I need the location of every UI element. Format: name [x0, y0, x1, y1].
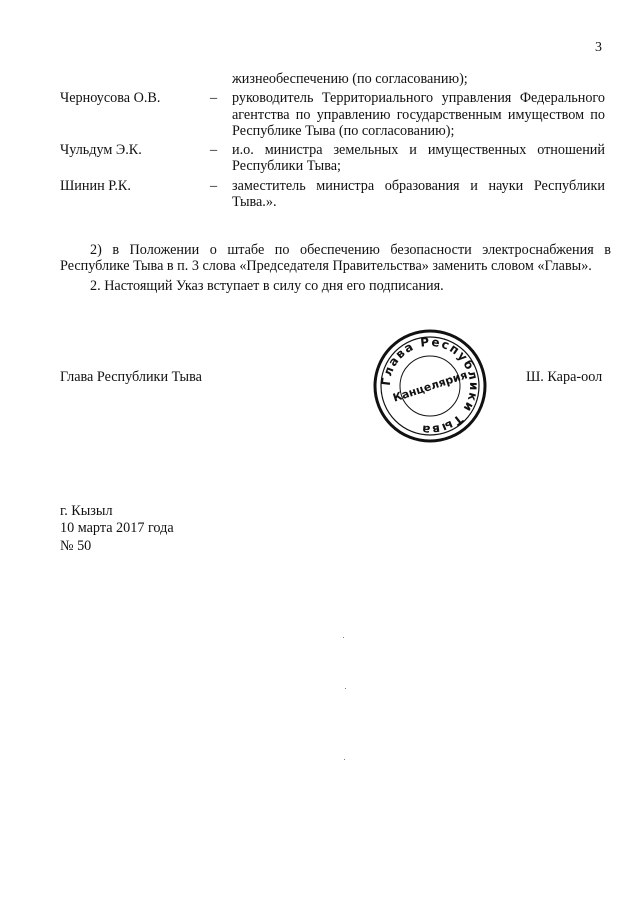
member-row	[60, 71, 605, 87]
member-name: Чульдум Э.К.	[60, 142, 142, 159]
member-role: руководитель Территориального управления Федерального агентства по управлению государственным имуществом по Республике Тыва (по согласованию);	[232, 90, 605, 139]
member-row	[60, 178, 605, 211]
member-row	[60, 142, 605, 175]
speck	[343, 637, 344, 638]
stamp-outer-text: Глава Республики Тыва	[378, 334, 482, 438]
member-dash: –	[210, 90, 218, 107]
member-list	[60, 71, 605, 213]
document-footer	[60, 503, 174, 555]
member-role: и.о. министра земельных и имущественных отношений Республики Тыва;	[232, 142, 605, 175]
office-stamp	[368, 328, 492, 448]
signatory-title: Глава Республики Тыва	[60, 369, 202, 385]
signatory-name: Ш. Кара-оол	[526, 369, 603, 385]
member-name: Черноусова О.В.	[60, 90, 161, 107]
member-role: жизнеобеспечению (по согласованию);	[232, 71, 468, 87]
member-name: Шинин Р.К.	[60, 177, 131, 194]
paragraph-effective-date: 2. Настоящий Указ вступает в силу со дня его подписания.	[90, 277, 444, 294]
city: г. Кызыл	[60, 503, 113, 519]
stamp-center-text: Канцелярия	[391, 368, 469, 405]
member-name	[60, 71, 210, 87]
speck	[345, 688, 346, 689]
body-text	[60, 242, 611, 297]
page-number: 3	[595, 40, 602, 55]
paragraph-amendment: 2) в Положении о штабе по обеспечению безопасности электроснабжения в Республике Тыва в п. 3 слова «Председателя Правительства» заменить словом «Главы».	[60, 242, 611, 275]
member-row	[60, 90, 605, 139]
date: 10 марта 2017 года	[60, 520, 174, 537]
member-dash: –	[210, 177, 218, 194]
document-number: № 50	[60, 537, 92, 554]
speck	[344, 759, 345, 760]
member-dash	[210, 71, 232, 87]
member-dash: –	[210, 142, 218, 159]
member-role: заместитель министра образования и науки Республики Тыва.».	[232, 177, 605, 211]
